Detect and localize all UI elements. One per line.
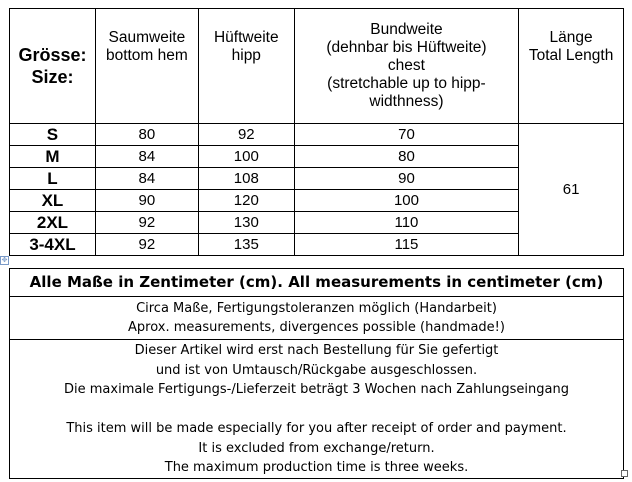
size-chart-header-row bbox=[10, 9, 624, 124]
cell-size: L bbox=[10, 168, 96, 190]
info-title-row bbox=[10, 269, 624, 297]
header-chest: Bundweite (dehnbar bis Hüftweite) chest (stretchable up to hipp- widthness) bbox=[294, 9, 518, 124]
cell-hip: 130 bbox=[198, 212, 294, 234]
info-table bbox=[9, 268, 624, 479]
cell-length: 61 bbox=[519, 124, 624, 256]
order-notice: Dieser Artikel wird erst nach Bestellung für Sie gefertigt und ist von Umtausch/Rückgabe ausgeschlossen. Die maximale Fertigungs-/Lieferzeit beträgt 3 Wochen nach Zahlungseingang This item will be made especially for you after receipt of order and payment. It is excluded from exchange/return. The maximum production time is three weeks. bbox=[10, 340, 624, 479]
cell-size: S bbox=[10, 124, 96, 146]
cell-bottom-hem: 92 bbox=[95, 234, 198, 256]
cell-bottom-hem: 84 bbox=[95, 146, 198, 168]
move-handle-icon[interactable]: ✥ bbox=[1, 256, 8, 264]
cell-bottom-hem: 84 bbox=[95, 168, 198, 190]
header-size: Grösse: Size: bbox=[10, 9, 96, 124]
cell-chest: 70 bbox=[294, 124, 518, 146]
cell-chest: 110 bbox=[294, 212, 518, 234]
cell-size: XL bbox=[10, 190, 96, 212]
cell-chest: 90 bbox=[294, 168, 518, 190]
cell-chest: 80 bbox=[294, 146, 518, 168]
cell-bottom-hem: 90 bbox=[95, 190, 198, 212]
cell-hip: 135 bbox=[198, 234, 294, 256]
cell-hip: 108 bbox=[198, 168, 294, 190]
size-chart-table bbox=[9, 8, 624, 256]
table-row bbox=[10, 124, 624, 146]
header-hip: Hüftweite hipp bbox=[198, 9, 294, 124]
cell-chest: 100 bbox=[294, 190, 518, 212]
cell-hip: 120 bbox=[198, 190, 294, 212]
info-approx-row bbox=[10, 297, 624, 340]
header-length: Länge Total Length bbox=[519, 9, 624, 124]
cell-hip: 92 bbox=[198, 124, 294, 146]
header-bottom-hem: Saumweite bottom hem bbox=[95, 9, 198, 124]
cell-chest: 115 bbox=[294, 234, 518, 256]
info-notice-row bbox=[10, 340, 624, 479]
cell-size: 2XL bbox=[10, 212, 96, 234]
cell-bottom-hem: 80 bbox=[95, 124, 198, 146]
cell-bottom-hem: 92 bbox=[95, 212, 198, 234]
cell-size: M bbox=[10, 146, 96, 168]
measurements-title: Alle Maße in Zentimeter (cm). All measurements in centimeter (cm) bbox=[10, 269, 624, 297]
approx-note: Circa Maße, Fertigungstoleranzen möglich (Handarbeit) Aprox. measurements, divergences possible (handmade!) bbox=[10, 297, 624, 340]
resize-handle-icon[interactable] bbox=[621, 470, 628, 477]
cell-size: 3-4XL bbox=[10, 234, 96, 256]
cell-hip: 100 bbox=[198, 146, 294, 168]
